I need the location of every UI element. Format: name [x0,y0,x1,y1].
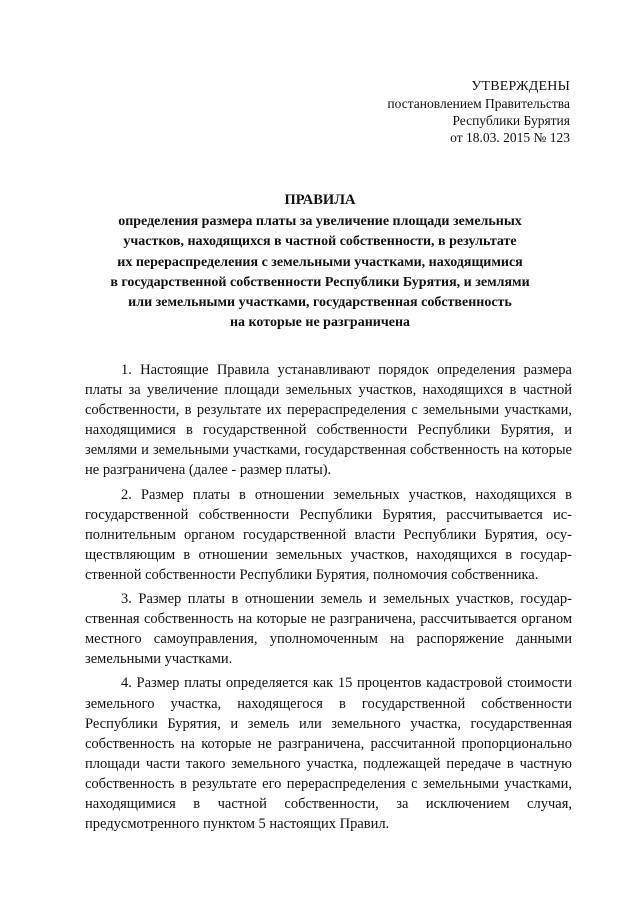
paragraph: 3. Размер платы в отношении земель и земельных участков, государственная собственность на которые не разграничена, рассчитывается органом местного самоуправления, уполномоченным на распоряжение данными земельными участками. [85,591,572,668]
title-subtitle-line: или земельными участками, государственная собственность [128,295,512,311]
title-subtitle-line: участков, находящихся в частной собственности, в результате [123,234,517,250]
paragraph: 1. Настоящие Правила устанавливают порядок определения размера платы за увеличение площади земельных участков, находящихся в частной собственности, в результате их перераспределения с земельными участками, находящимися в государственной собственности Республики Бурятия, и землями и земельными участками, государственная собственность на которые не разграничена (далее - размер платы). [85,362,572,479]
paragraph: 2. Размер платы в отношении земельных участков, находящихся в государственной собственности Республики Бурятия, рассчитывается исполнительным органом государственной власти Республики Бурятия, осуществляющим в отношении земельных участков, находящихся в государственной собственности Республики Бурятия, полномочия собственника. [85,486,572,583]
title-subtitle-line: на которые не разграничена [229,315,411,331]
approval-line: постановлением Правительства [387,96,570,111]
document-body [85,360,572,838]
approval-date: от 18.03. 2015 № 123 [450,130,570,145]
approval-stamp: УТВЕРЖДЕНЫ [471,79,570,94]
title-block [80,190,560,334]
paragraph: 4. Размер платы определяется как 15 процентов кадастровой стоимости земельного участка, находящегося в государственной собственности Республики Бурятия, и земель или земельного участка, государственная собственность на которые не разграничена, рассчитанной пропорционально площади части такого земельного участка, подлежащей передаче в частную собственность в результате его перераспределения с земельными участками, находящимися в частной собственности, за исключением случая, предусмотренного пунктом 5 настоящих Правил. [85,675,572,833]
title-subtitle-line: определения размера платы за увеличение площади земельных [118,214,522,229]
approval-block [310,78,570,146]
approval-line: Республики Бурятия [452,113,570,128]
title-subtitle-line: в государственной собственности Республики Бурятия, и землями [110,274,530,290]
document-title: ПРАВИЛА [284,192,356,208]
title-subtitle-line: их перераспределения с земельными участками, находящимися [117,254,523,270]
